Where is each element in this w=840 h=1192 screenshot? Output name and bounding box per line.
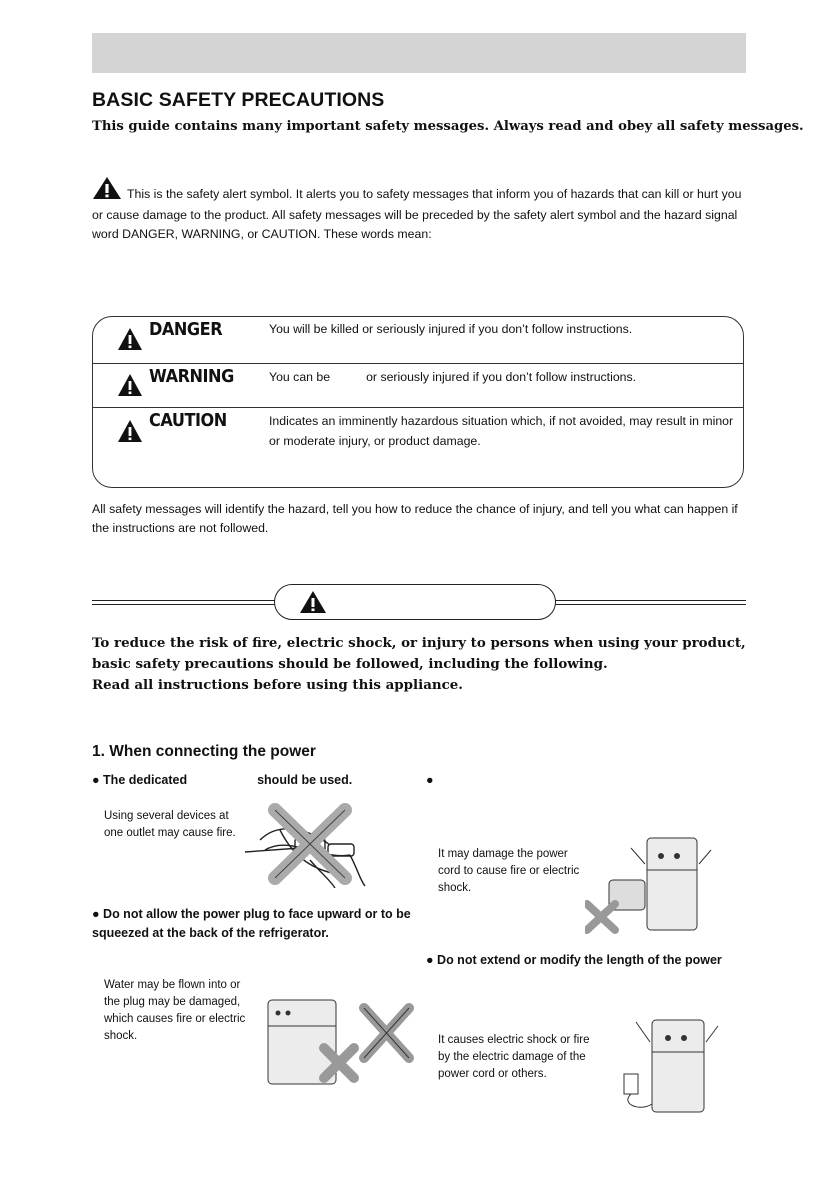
item-extend-cord: ● Do not extend or modify the length of the power [426, 953, 722, 967]
bullet-dot-icon: ● [92, 907, 100, 921]
signal-desc-danger: You will be killed or seriously injured if you don’t follow instructions. [269, 322, 633, 336]
alert-triangle-icon [117, 373, 143, 402]
alert-lead: This is the safety alert symbol. [127, 187, 293, 201]
signal-row-danger [93, 317, 743, 364]
bullet-dot-icon: ● [92, 773, 100, 787]
alert-triangle-icon [299, 590, 327, 619]
bullet-dot-icon: ● [426, 953, 434, 967]
item-power-cord-bullet [426, 771, 434, 790]
signal-word-caution: CAUTION [149, 411, 227, 431]
signal-word-table [92, 316, 744, 488]
warning-instructions [92, 633, 752, 696]
alert-triangle-icon [117, 327, 143, 356]
item-extend-cord-note: It causes electric shock or fire by the electric damage of the power cord or others. [438, 1034, 590, 1080]
multi-plug-x-illustration [240, 800, 370, 893]
signal-desc-caution: Indicates an imminently hazardous situation which, if not avoided, may result in minor or moderate injury, or product damage. [269, 414, 734, 448]
signal-row-warning [93, 363, 743, 408]
divider-right-b [554, 604, 746, 605]
divider-right-a [554, 600, 746, 601]
signal-word-danger: DANGER [149, 320, 223, 340]
item-plug-upward-note: Water may be flown into or the plug may be damaged, which causes fire or electric shock. [104, 979, 246, 1042]
signal-word-warning: WARNING [149, 367, 234, 387]
signal-row-caution [93, 407, 743, 487]
alert-triangle-icon [92, 176, 122, 206]
section-title: 1. When connecting the power [92, 743, 316, 760]
intro-text: This guide contains many important safety messages. Always read and obey all safety messages. [92, 119, 804, 134]
divider-left-a [92, 600, 276, 601]
fridge-shock-illustration [600, 1012, 720, 1119]
warning-banner [274, 584, 556, 620]
alert-rest: It alerts you to safety messages that inform you of hazards that can kill or hurt you or cause damage to the product. All safety messages will be preceded by the safety alert symbol and the hazard signal word DANGER, WARNING, or CAUTION. These words mean: [92, 187, 742, 241]
warning-line-1: To reduce the risk of fire, electric shock, or injury to persons when using your product, basic safety precautions should be followed, including the following. [92, 635, 746, 672]
fridge-plug-illustration [264, 998, 414, 1091]
alert-triangle-icon [117, 419, 143, 448]
fridge-character-illustration [585, 834, 715, 939]
after-note: All safety messages will identify the hazard, tell you how to reduce the chance of injury, and tell you what can happen if the instructions are not followed. [92, 502, 738, 535]
item-dedicated-outlet: ● The dedicated should be used. [92, 773, 353, 787]
item-plug-upward: ● Do not allow the power plug to face upward or to be squeezed at the back of the refrigerator. [92, 907, 411, 940]
item-power-cord-note: It may damage the power cord to cause fire or electric shock. [438, 848, 580, 894]
signal-desc-warning: You can be or seriously injured if you don’t follow instructions. [269, 370, 637, 384]
divider-left-b [92, 604, 276, 605]
page-title: BASIC SAFETY PRECAUTIONS [92, 89, 385, 111]
item-dedicated-outlet-note: Using several devices at one outlet may cause fire. [104, 810, 236, 839]
header-bar [92, 33, 746, 73]
alert-paragraph [92, 176, 742, 244]
bullet-dot-icon: ● [426, 773, 434, 787]
warning-line-2: Read all instructions before using this appliance. [92, 677, 463, 693]
